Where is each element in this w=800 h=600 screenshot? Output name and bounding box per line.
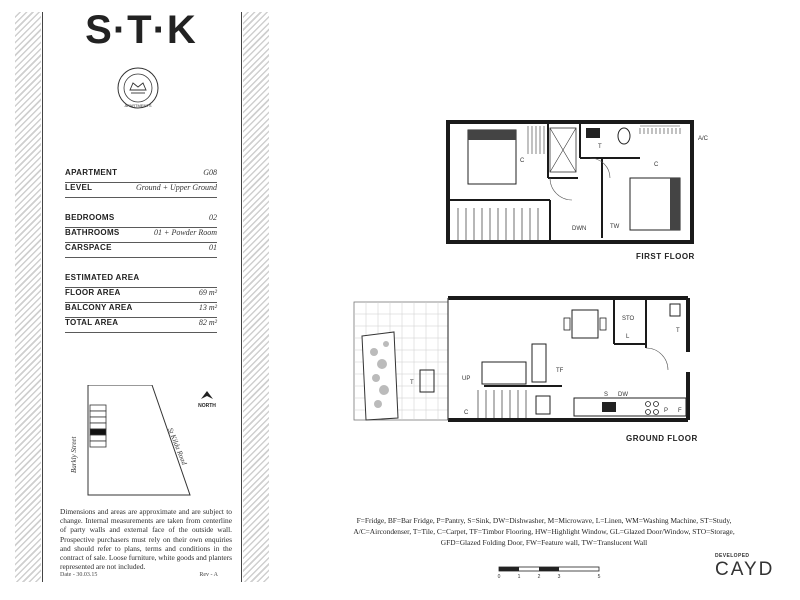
label-down: DWN xyxy=(572,226,587,232)
apartments-emblem xyxy=(116,66,160,110)
label-storage: STO xyxy=(622,316,635,322)
revision-label: Rev - A xyxy=(199,572,218,578)
scale-tick-3: 3 xyxy=(557,574,561,580)
legend-line-3: GFD=Glazed Folding Door, FW=Feature wall, TW=Translucent Wall xyxy=(440,538,648,547)
date-label: Date - 30.03.15 xyxy=(60,572,98,578)
north-arrow-icon xyxy=(201,391,213,399)
label-carpet-ground: C xyxy=(464,410,469,416)
spec-value: 01 xyxy=(209,243,217,252)
spec-value: Ground + Upper Ground xyxy=(135,183,217,192)
spec-balcony-area xyxy=(65,303,217,318)
label-dishwasher: DW xyxy=(618,392,628,398)
scale-bar xyxy=(495,565,605,581)
label-tile-balcony: T xyxy=(410,380,414,386)
hatch-border-left xyxy=(15,12,41,582)
label-aircon: A/C xyxy=(698,136,709,142)
label-timber-floor: TF xyxy=(556,368,564,374)
label-translucent-wall: TW xyxy=(610,224,620,230)
spec-apartment xyxy=(65,168,217,183)
label-pantry: P xyxy=(664,408,669,414)
label-linen: L xyxy=(626,334,630,340)
label-up: UP xyxy=(462,376,471,382)
abbreviation-legend xyxy=(326,515,762,548)
developer-name: CAYD xyxy=(715,559,775,580)
spec-label: FLOOR AREA xyxy=(65,288,121,297)
disclaimer-text: Dimensions and areas are approximate and are subject to change. Internal measurements are taken from centerline of party walls and external face of the outside wall. Prospective purchasers must rely on their own enquiries and should refer to plans, terms and conditions in the contract of sale. Loose furniture, white goods and planters represented are not included. xyxy=(60,507,232,572)
first-floor-plan xyxy=(440,118,720,248)
emblem-text: APARTMENTS xyxy=(124,103,152,108)
ground-floor-title: GROUND FLOOR xyxy=(626,434,698,443)
spec-total-area xyxy=(65,318,217,333)
spec-value: 82 m² xyxy=(198,318,217,327)
street-st-kilda: St Kilda Road xyxy=(166,426,189,467)
spec-value: G08 xyxy=(203,168,217,177)
spec-level xyxy=(65,183,217,198)
label-sink: S xyxy=(604,392,609,398)
spec-estimated-area xyxy=(65,273,217,288)
spec-floor-area xyxy=(65,288,217,303)
street-barkly: Barkly Street xyxy=(70,436,78,473)
spec-value: 69 m² xyxy=(198,288,217,297)
spec-value: 01 + Powder Room xyxy=(154,228,217,237)
label-fridge: F xyxy=(678,408,682,414)
scale-tick-1: 1 xyxy=(517,574,521,580)
spec-value: 13 m² xyxy=(198,303,217,312)
developer-logo xyxy=(715,553,800,581)
north-label: NORTH xyxy=(198,403,216,409)
sheet-footer xyxy=(60,572,218,578)
spec-label: APARTMENT xyxy=(65,168,118,177)
spec-section-heading: ESTIMATED AREA xyxy=(65,273,140,282)
spec-label: TOTAL AREA xyxy=(65,318,119,327)
spec-bathrooms xyxy=(65,228,217,243)
brand-logo: S·T·K xyxy=(85,8,197,52)
developer-label: DEVELOPED xyxy=(715,553,750,559)
spec-label: CARSPACE xyxy=(65,243,112,252)
legend-line-2: A/C=Aircondenser, T=Tile, C=Carpet, TF=Timbor Flooring, HW=Highlight Window, GL=Glazed Door/Window, STO=Storage, xyxy=(353,527,735,536)
label-carpet-bed1: C xyxy=(520,158,525,164)
label-carpet-bed2: C xyxy=(654,162,659,168)
legend-line-1: F=Fridge, BF=Bar Fridge, P=Pantry, S=Sink, DW=Dishwasher, M=Microwave, L=Linen, WM=Washing Machine, ST=Study, xyxy=(356,516,732,525)
spec-label: BEDROOMS xyxy=(65,213,115,222)
label-tile-powder: T xyxy=(676,328,680,334)
hatch-border-right xyxy=(243,12,269,582)
first-floor-title: FIRST FLOOR xyxy=(636,252,695,261)
spec-label: BALCONY AREA xyxy=(65,303,133,312)
sheet-rule-right xyxy=(241,12,242,582)
spec-carspace xyxy=(65,243,217,258)
spec-bedrooms xyxy=(65,213,217,228)
site-map xyxy=(60,385,230,505)
scale-tick-2: 2 xyxy=(537,574,541,580)
spec-label: LEVEL xyxy=(65,183,93,192)
spec-label: BATHROOMS xyxy=(65,228,120,237)
spec-table xyxy=(65,168,217,333)
spec-value: 02 xyxy=(209,213,217,222)
scale-tick-5: 5 xyxy=(597,574,601,580)
sheet-rule-left xyxy=(42,12,43,582)
ground-floor-plan xyxy=(350,292,700,424)
label-tile-bath: T xyxy=(598,144,602,150)
scale-tick-0: 0 xyxy=(497,574,501,580)
